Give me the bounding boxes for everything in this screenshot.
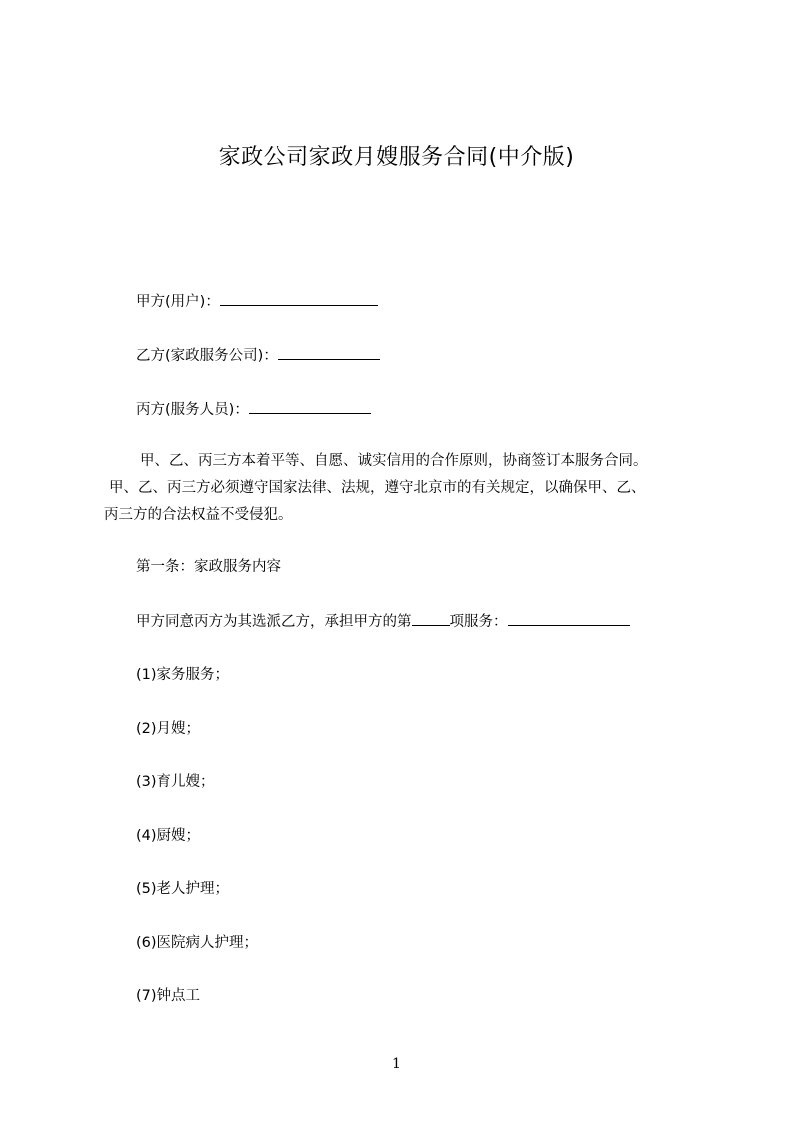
page-number: 1 [392, 1056, 401, 1072]
article-1-text-b: 项服务： [449, 614, 508, 630]
intro-line-2: 甲、乙、丙三方必须遵守国家法律、法规，遵守北京市的有关规定，以确保甲、乙、 [109, 480, 646, 496]
article-1-title: 第一条：家政服务内容 [136, 559, 281, 575]
party-a-label: 甲方(用户)： [136, 294, 220, 310]
party-a-blank [220, 291, 378, 306]
service-detail-blank [508, 611, 630, 626]
article-1-text [136, 611, 630, 632]
party-b-line [136, 345, 380, 366]
service-item: (3)育儿嫂； [136, 774, 215, 790]
service-item: (1)家务服务； [136, 667, 230, 683]
contract-title: 家政公司家政月嫂服务合同(中介版) [218, 145, 575, 170]
service-item: (6)医院病人护理； [136, 935, 259, 951]
article-1-text-a: 甲方同意丙方为其选派乙方，承担甲方的第 [136, 614, 412, 630]
party-c-blank [249, 399, 371, 414]
party-c-line [136, 399, 371, 420]
service-item: (4)厨嫂； [136, 828, 201, 844]
service-item: (2)月嫂； [136, 721, 201, 737]
party-c-label: 丙方(服务人员)： [136, 402, 249, 418]
service-number-blank [412, 611, 450, 626]
intro-paragraph [104, 448, 704, 529]
party-b-label: 乙方(家政服务公司)： [136, 348, 278, 364]
intro-line-3: 丙三方的合法权益不受侵犯。 [104, 507, 293, 523]
service-item: (7)钟点工 [136, 988, 201, 1004]
party-b-blank [278, 345, 380, 360]
party-a-line [136, 291, 378, 312]
service-item: (5)老人护理； [136, 881, 230, 897]
intro-line-1: 甲、乙、丙三方本着平等、自愿、诚实信用的合作原则，协商签订本服务合同。 [140, 453, 648, 469]
